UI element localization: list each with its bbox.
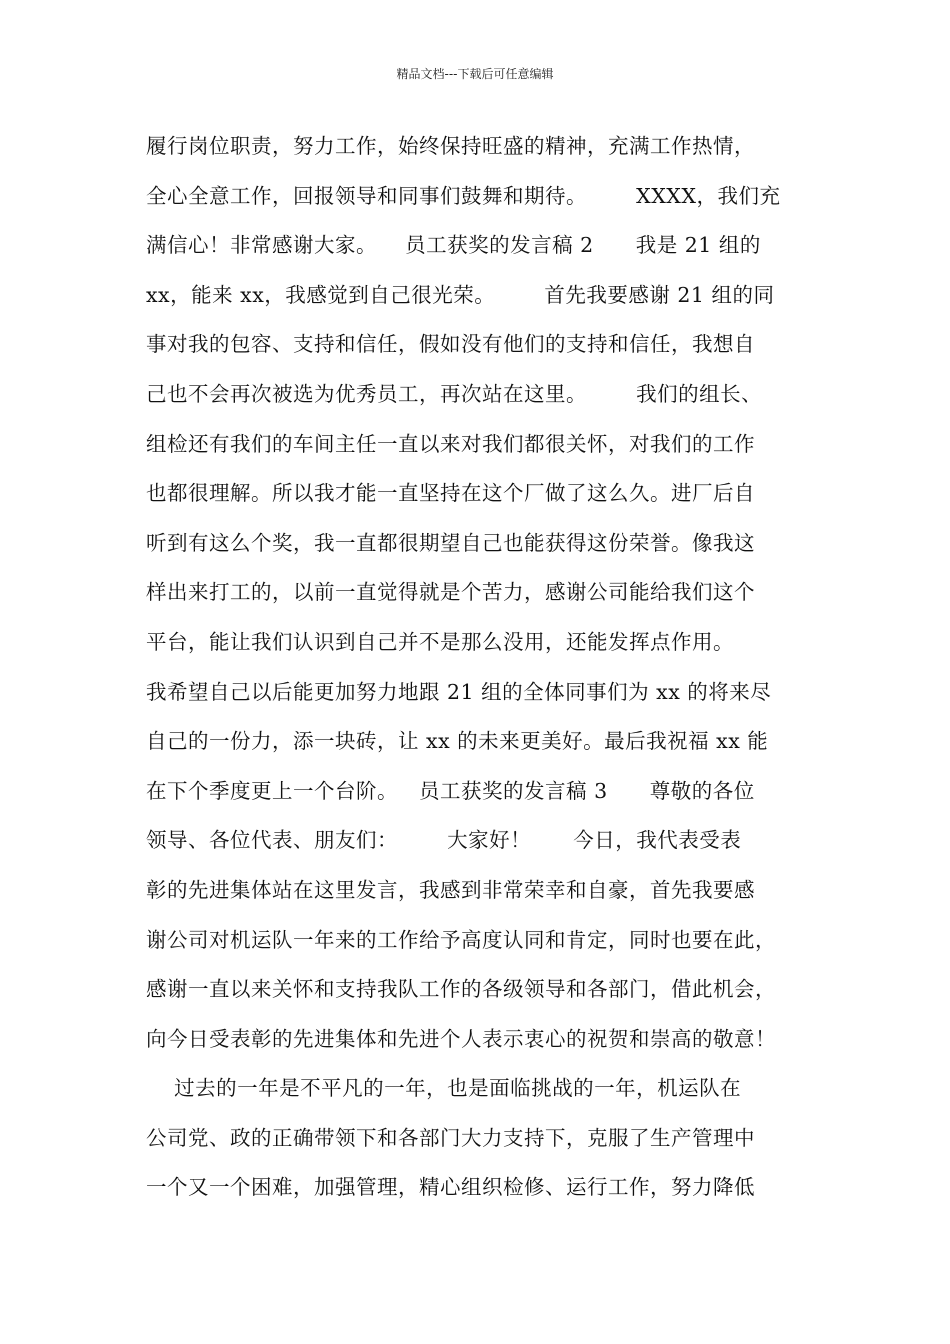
text-line: 自己的一份力，添一块砖，让 xx 的未来更美好。最后我祝福 xx 能 [146, 729, 769, 754]
text-line: 在下个季度更上一个台阶。 员工获奖的发言稿 3 尊敬的各位 [146, 778, 755, 803]
text-line: 样出来打工的，以前一直觉得就是个苦力，感谢公司能给我们这个 [146, 580, 755, 605]
text-line: 组检还有我们的车间主任一直以来对我们都很关怀，对我们的工作 [146, 431, 755, 456]
text-line: 己也不会再次被选为优秀员工，再次站在这里。 我们的组长、 [146, 381, 763, 406]
text-line: 履行岗位职责，努力工作，始终保持旺盛的精神，充满工作热情， [146, 134, 755, 158]
text-line: 也都很理解。所以我才能一直坚持在这个厂做了这么久。进厂后自 [146, 481, 755, 506]
document-body [146, 128, 826, 1219]
text-line: 领导、各位代表、朋友们： 大家好！ 今日，我代表受表 [146, 828, 742, 853]
text-line: 谢公司对机运队一年来的工作给予高度认同和肯定，同时也要在此， [146, 927, 776, 952]
text-line: 彰的先进集体站在这里发言，我感到非常荣幸和自豪，首先我要感 [146, 877, 755, 902]
text-line: 满信心！非常感谢大家。 员工获奖的发言稿 2 我是 21 组的 [146, 233, 761, 258]
text-line: 过去的一年是不平凡的一年，也是面临挑战的一年，机运队在 [146, 1076, 742, 1101]
text-line: 平台，能让我们认识到自己并不是那么没用，还能发挥点作用。 [146, 629, 734, 654]
text-line: 感谢一直以来关怀和支持我队工作的各级领导和各部门，借此机会， [146, 977, 776, 1002]
text-line: 向今日受表彰的先进集体和先进个人表示衷心的祝贺和崇高的敬意！ [146, 1026, 776, 1051]
text-line: 一个又一个困难，加强管理，精心组织检修、运行工作，努力降低 [146, 1175, 755, 1200]
text-line: xx，能来 xx，我感觉到自己很光荣。 首先我要感谢 21 组的同 [146, 282, 775, 307]
text-line: 事对我的包容、支持和信任，假如没有他们的支持和信任，我想自 [146, 332, 755, 357]
text-line: 公司党、政的正确带领下和各部门大力支持下，克服了生产管理中 [146, 1125, 755, 1150]
text-line: 听到有这么个奖，我一直都很期望自己也能获得这份荣誉。像我这 [146, 530, 755, 555]
page-header: 精品文档---下载后可任意编辑 [396, 67, 554, 81]
text-line: 全心全意工作，回报领导和同事们鼓舞和期待。 XXXX，我们充 [146, 183, 781, 208]
text-line: 我希望自己以后能更加努力地跟 21 组的全体同事们为 xx 的将来尽 [146, 679, 772, 704]
